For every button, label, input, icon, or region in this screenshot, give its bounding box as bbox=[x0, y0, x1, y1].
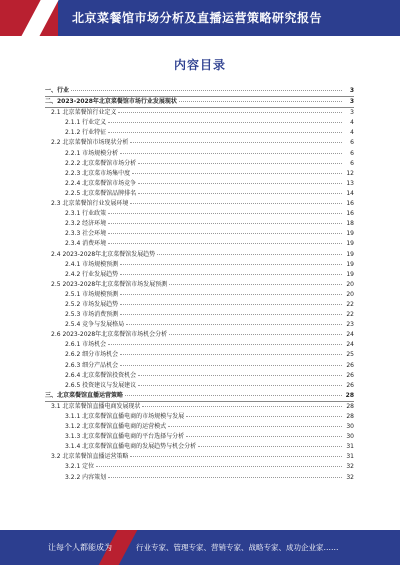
toc-entry-title: 2.1 北京菜餐馆行业定义 bbox=[51, 109, 117, 117]
toc-entry-title: 2.5.1 市场规模预测 bbox=[65, 290, 119, 298]
toc-entry-page: 6 bbox=[350, 139, 354, 147]
toc-leader-dots bbox=[108, 131, 342, 133]
toc-entry-page: 24 bbox=[346, 331, 354, 339]
toc-entry-page: 3 bbox=[349, 87, 354, 94]
toc-entry[interactable] bbox=[45, 159, 354, 169]
toc-entry-page: 3 bbox=[350, 109, 354, 117]
report-title: 北京菜餐馆市场分析及直播运营策略研究报告 bbox=[72, 11, 323, 25]
toc-leader-dots bbox=[120, 273, 342, 275]
toc-entry-title: 3.1.1 北京菜餐馆直播电商的市场规模与发展 bbox=[65, 413, 185, 420]
toc-leader-dots bbox=[169, 283, 342, 285]
toc-entry[interactable] bbox=[45, 169, 354, 179]
toc-entry-title: 3.2.1 定位 bbox=[65, 463, 95, 471]
toc-entry-page: 19 bbox=[346, 260, 354, 268]
toc-entry-page: 6 bbox=[350, 159, 354, 167]
page-header bbox=[0, 0, 400, 36]
toc-leader-dots bbox=[138, 192, 342, 194]
toc-leader-dots bbox=[126, 323, 342, 325]
toc-entry-page: 4 bbox=[350, 129, 354, 137]
toc-leader-dots bbox=[138, 384, 342, 386]
toc-leader-dots bbox=[169, 333, 342, 335]
toc-entry[interactable] bbox=[45, 422, 354, 432]
toc-entry-title: 2.2.3 北京菜市场集中度 bbox=[65, 169, 131, 177]
toc-entry[interactable] bbox=[45, 330, 354, 340]
table-of-contents bbox=[45, 86, 354, 483]
toc-entry-title: 3.1.2 北京菜餐馆直播电商的运营模式 bbox=[65, 423, 167, 431]
toc-entry-title: 3.1.3 北京菜餐馆直播电商的平台选择与分析 bbox=[65, 433, 185, 441]
toc-entry-title: 2.2.1 市场规模分析 bbox=[65, 149, 119, 157]
toc-leader-dots bbox=[198, 445, 342, 447]
toc-entry-page: 23 bbox=[346, 321, 354, 329]
toc-entry-page: 6 bbox=[350, 149, 354, 157]
toc-entry-page: 31 bbox=[346, 443, 354, 451]
toc-entry[interactable] bbox=[45, 239, 354, 249]
toc-entry[interactable] bbox=[45, 361, 354, 371]
toc-leader-dots bbox=[120, 263, 342, 265]
toc-entry[interactable] bbox=[45, 97, 354, 108]
toc-entry[interactable] bbox=[45, 250, 354, 260]
toc-entry-page: 16 bbox=[346, 210, 354, 218]
toc-leader-dots bbox=[125, 394, 342, 396]
toc-entry-page: 26 bbox=[346, 381, 354, 389]
toc-leader-dots bbox=[142, 405, 342, 407]
toc-entry[interactable] bbox=[45, 209, 354, 219]
toc-entry[interactable] bbox=[45, 462, 354, 472]
toc-entry-page: 3 bbox=[349, 98, 354, 106]
toc-entry[interactable] bbox=[45, 442, 354, 452]
toc-entry-title: 3.1 北京菜餐馆直播电商发展现状 bbox=[51, 402, 141, 410]
footer-slogan-right: 行业专家、管理专家、营销专家、战略专家、成功企业家…… bbox=[136, 543, 339, 552]
toc-entry-title: 2.5.4 竞争与发展格局 bbox=[65, 321, 125, 329]
toc-entry-title: 2.2 北京菜餐馆市场现状分析 bbox=[51, 139, 129, 147]
toc-entry-page: 18 bbox=[346, 220, 354, 228]
toc-entry-title: 2.2.5 北京菜餐馆品牌排名 bbox=[65, 189, 137, 197]
toc-leader-dots bbox=[108, 121, 342, 123]
toc-entry[interactable] bbox=[45, 371, 354, 381]
toc-leader-dots bbox=[120, 293, 342, 295]
toc-entry-page: 25 bbox=[346, 351, 354, 359]
toc-entry[interactable] bbox=[45, 320, 354, 330]
toc-entry[interactable] bbox=[45, 391, 354, 402]
toc-entry-page: 24 bbox=[346, 341, 354, 349]
toc-entry[interactable] bbox=[45, 473, 354, 483]
toc-entry-page: 19 bbox=[346, 240, 354, 248]
toc-entry[interactable] bbox=[45, 300, 354, 310]
toc-entry-title: 一、行业 bbox=[45, 87, 70, 94]
toc-entry-title: 3.2.2 内容策划 bbox=[65, 473, 107, 481]
toc-entry-page: 30 bbox=[346, 423, 354, 431]
toc-leader-dots bbox=[130, 141, 342, 143]
toc-entry-title: 2.6.3 细分产品机会 bbox=[65, 361, 119, 369]
toc-entry[interactable] bbox=[45, 229, 354, 239]
toc-entry-page: 19 bbox=[346, 250, 354, 258]
toc-entry[interactable] bbox=[45, 199, 354, 209]
toc-entry-title: 2.3.4 消费环境 bbox=[65, 240, 107, 248]
toc-leader-dots bbox=[71, 89, 342, 91]
toc-entry[interactable] bbox=[45, 128, 354, 138]
toc-leader-dots bbox=[120, 364, 342, 366]
toc-entry[interactable] bbox=[45, 310, 354, 320]
toc-entry-title: 2.6.2 细分市场机会 bbox=[65, 351, 119, 359]
toc-entry-title: 三、北京菜餐馆直播运营策略 bbox=[45, 391, 124, 399]
toc-entry[interactable] bbox=[45, 149, 354, 159]
toc-entry-title: 2.5 2023-2028年北京菜餐馆市场发展预测 bbox=[51, 280, 168, 288]
toc-leader-dots bbox=[108, 343, 342, 345]
toc-entry-title: 2.2.2 北京菜餐馆市场分析 bbox=[65, 159, 137, 167]
toc-entry-page: 26 bbox=[346, 371, 354, 379]
toc-entry[interactable] bbox=[45, 260, 354, 270]
toc-entry[interactable] bbox=[45, 412, 354, 422]
toc-entry[interactable] bbox=[45, 340, 354, 350]
toc-leader-dots bbox=[120, 152, 342, 154]
toc-entry-title: 3.2 北京菜餐馆直播运营策略 bbox=[51, 453, 129, 461]
toc-leader-dots bbox=[118, 111, 342, 113]
toc-leader-dots bbox=[108, 232, 342, 234]
toc-leader-dots bbox=[132, 172, 342, 174]
toc-leader-dots bbox=[138, 374, 342, 376]
toc-entry-title: 2.1.2 行业特征 bbox=[65, 129, 107, 137]
toc-entry-title: 2.3 北京菜餐馆行业发展环境 bbox=[51, 200, 129, 208]
toc-entry[interactable] bbox=[45, 432, 354, 442]
toc-entry-page: 13 bbox=[346, 179, 354, 187]
toc-entry-title: 2.3.2 经济环境 bbox=[65, 220, 107, 228]
toc-leader-dots bbox=[186, 415, 342, 417]
toc-leader-dots bbox=[96, 465, 342, 467]
toc-leader-dots bbox=[186, 435, 342, 437]
toc-entry-title: 2.2.4 北京菜餐馆市场竞争 bbox=[65, 179, 137, 187]
toc-entry[interactable] bbox=[45, 108, 354, 118]
toc-leader-dots bbox=[120, 313, 342, 315]
toc-entry[interactable] bbox=[45, 280, 354, 290]
toc-leader-dots bbox=[130, 202, 342, 204]
toc-entry-page: 22 bbox=[346, 311, 354, 319]
toc-entry-title: 二、2023-2028年北京菜餐馆市场行业发展现状 bbox=[45, 98, 177, 106]
toc-entry-title: 2.6.1 市场机会 bbox=[65, 341, 107, 349]
toc-leader-dots bbox=[138, 162, 342, 164]
toc-entry-page: 22 bbox=[346, 300, 354, 308]
toc-entry-page: 16 bbox=[346, 200, 354, 208]
toc-entry-page: 19 bbox=[346, 270, 354, 278]
toc-leader-dots bbox=[130, 455, 342, 457]
toc-entry[interactable] bbox=[45, 189, 354, 199]
toc-entry-title: 2.1.1 行业定义 bbox=[65, 119, 107, 127]
footer-slogan-left: 让每个人都能成为 bbox=[48, 543, 112, 552]
toc-entry-title: 2.4.1 市场规模预测 bbox=[65, 260, 119, 268]
toc-entry[interactable] bbox=[45, 290, 354, 300]
toc-entry-title: 2.5.2 市场发展趋势 bbox=[65, 300, 119, 308]
toc-entry-page: 31 bbox=[346, 453, 354, 461]
toc-entry-page: 28 bbox=[345, 391, 354, 399]
toc-entry-title: 2.4.2 行业发展趋势 bbox=[65, 270, 119, 278]
toc-entry[interactable] bbox=[45, 452, 354, 462]
toc-leader-dots bbox=[108, 212, 342, 214]
toc-entry[interactable] bbox=[45, 138, 354, 148]
toc-leader-dots bbox=[168, 425, 342, 427]
toc-entry-page: 28 bbox=[346, 413, 354, 420]
toc-entry-title: 3.1.4 北京菜餐馆直播电商的发展趋势与机会分析 bbox=[65, 443, 197, 451]
toc-entry-title: 2.6.4 北京菜餐馆投资机会 bbox=[65, 371, 137, 379]
toc-leader-dots bbox=[108, 242, 342, 244]
toc-entry-page: 32 bbox=[346, 463, 354, 471]
toc-leader-dots bbox=[108, 476, 342, 478]
toc-entry-title: 2.6.5 投资建议与发展建议 bbox=[65, 381, 137, 389]
toc-entry[interactable] bbox=[45, 350, 354, 360]
toc-entry[interactable] bbox=[45, 219, 354, 229]
toc-entry-title: 2.4 2023-2028年北京菜餐馆发展趋势 bbox=[51, 250, 156, 258]
toc-entry-page: 19 bbox=[346, 230, 354, 238]
toc-entry-title: 2.3.1 行业政策 bbox=[65, 210, 107, 218]
toc-entry[interactable] bbox=[45, 270, 354, 280]
toc-leader-dots bbox=[108, 222, 342, 224]
toc-heading: 内容目录 bbox=[173, 58, 226, 72]
toc-leader-dots bbox=[120, 353, 342, 355]
toc-entry-page: 30 bbox=[346, 433, 354, 441]
toc-entry[interactable] bbox=[45, 402, 354, 412]
toc-entry[interactable] bbox=[45, 118, 354, 128]
toc-entry-title: 2.3.3 社会环境 bbox=[65, 230, 107, 238]
toc-entry-title: 2.6 2023-2028年北京菜餐馆市场机会分析 bbox=[51, 331, 168, 339]
toc-entry-title: 2.5.3 市场消费预测 bbox=[65, 311, 119, 319]
toc-entry-page: 26 bbox=[346, 361, 354, 369]
toc-entry-page: 20 bbox=[346, 280, 354, 288]
toc-entry-page: 32 bbox=[346, 473, 354, 481]
toc-leader-dots bbox=[138, 182, 342, 184]
toc-leader-dots bbox=[157, 253, 342, 255]
toc-entry[interactable] bbox=[45, 179, 354, 189]
toc-entry-page: 12 bbox=[346, 169, 354, 177]
toc-entry-page: 4 bbox=[350, 119, 354, 127]
toc-entry[interactable] bbox=[45, 381, 354, 391]
toc-entry[interactable] bbox=[45, 86, 354, 97]
toc-leader-dots bbox=[179, 100, 342, 102]
page-footer bbox=[0, 530, 400, 565]
toc-entry-page: 14 bbox=[346, 189, 354, 197]
toc-entry-page: 20 bbox=[346, 290, 354, 298]
toc-entry-page: 28 bbox=[346, 402, 354, 410]
toc-leader-dots bbox=[120, 303, 342, 305]
